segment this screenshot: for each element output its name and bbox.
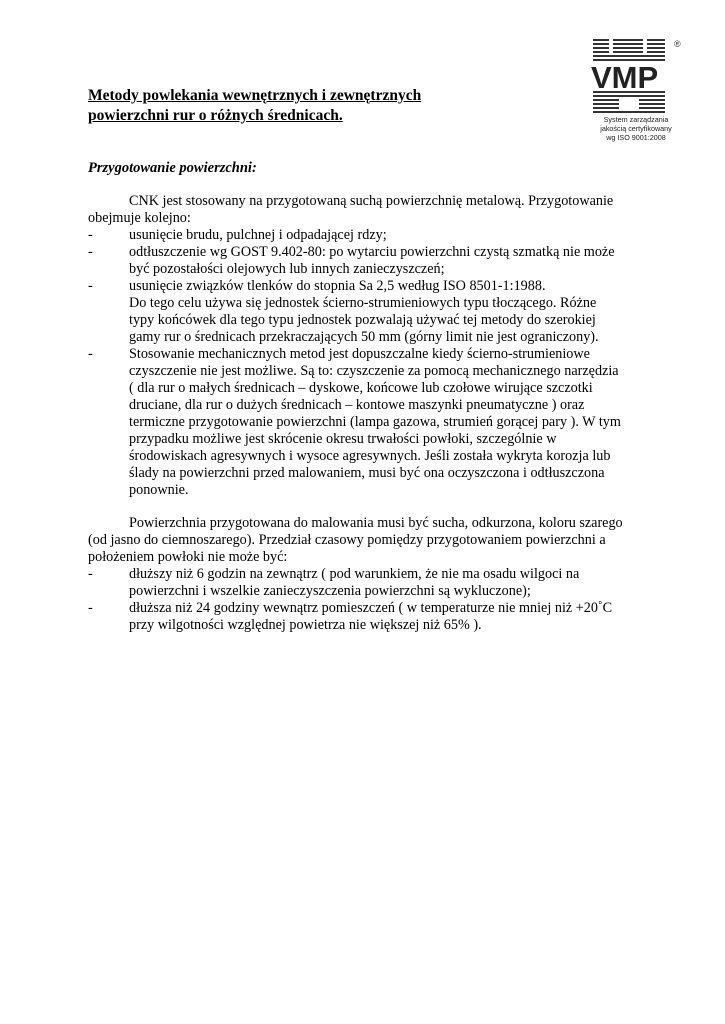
list-item: dłuższy niż 6 godzin na zewnątrz ( pod warunkiem, że nie ma osadu wilgoci na <box>129 566 580 582</box>
registered-mark: ® <box>674 39 681 49</box>
title-line: Metody powlekania wewnętrznych i zewnętrznych <box>88 87 422 104</box>
paragraph-line: (od jasno do ciemnoszarego). Przedział czasowy pomiędzy przygotowaniem powierzchni a <box>88 532 606 548</box>
list-item-continuation: typy końcówek dla tego typu jednostek pozwalają używać tej metody do szerokiej <box>129 312 596 328</box>
paragraph-line: CNK jest stosowany na przygotowaną suchą powierzchnię metalową. Przygotowanie <box>129 193 614 209</box>
list-item-continuation: być pozostałości olejowych lub innych zanieczyszczeń; <box>129 261 445 277</box>
list-dash: - <box>88 278 93 294</box>
list-item-continuation: ponownie. <box>129 482 189 498</box>
paragraph-line: obejmuje kolejno: <box>88 210 191 226</box>
list-item-continuation: druciane, dla rur o dużych średnicach – kontowe maszynki pneumatyczne ) oraz <box>129 397 585 413</box>
list-dash: - <box>88 600 93 616</box>
title-line: powierzchni rur o różnych średnicach. <box>88 107 343 124</box>
list-item: usunięcie związków tlenków do stopnia Sa 2,5 według ISO 8501-1:1988. <box>129 278 546 294</box>
paragraph-line: Powierzchnia przygotowana do malowania musi być sucha, odkurzona, koloru szarego <box>129 515 623 531</box>
list-item: usunięcie brudu, pulchnej i odpadającej rdzy; <box>129 227 387 243</box>
list-item-continuation: termiczne przygotowanie powierzchni (lampa gazowa, strumień gorącej pary ). W tym <box>129 414 621 430</box>
list-item-continuation: Do tego celu używa się jednostek ścierno-strumieniowych typu tłoczącego. Różne <box>129 295 597 311</box>
page-title <box>88 86 608 126</box>
section-heading: Przygotowanie powierzchni: <box>88 160 257 176</box>
list-item-continuation: czyszczenie nie jest możliwe. Są to: czyszczenie za pomocą mechanicznego narzędzia <box>129 363 619 379</box>
list-item: dłuższa niż 24 godziny wewnątrz pomieszczeń ( w temperaturze nie mniej niż +20˚C <box>129 600 613 616</box>
list-item-continuation: ślady na powierzchni przed malowaniem, musi być ona oczyszczona i odtłuszczona <box>129 465 605 481</box>
paragraph-line: położeniem powłoki nie może być: <box>88 549 288 565</box>
list-dash: - <box>88 227 93 243</box>
list-item-continuation: ( dla rur o małych średnicach – dyskowe, końcowe lub czołowe wirujące szczotki <box>129 380 593 396</box>
logo-caption-line: System zarządzania <box>603 115 669 124</box>
list-item: odtłuszczenie wg GOST 9.402-80: po wytarciu powierzchni czystą szmatką nie może <box>129 244 615 260</box>
list-item-continuation: gamy rur o średnicach przekraczających 50 mm (górny limit nie jest ograniczony). <box>129 329 599 345</box>
list-dash: - <box>88 244 93 260</box>
logo-brand: VMP <box>591 60 659 95</box>
list-item-continuation: przy wilgotności względnej powietrza nie większej niż 65% ). <box>129 617 482 633</box>
list-item-continuation: powierzchni i wszelkie zanieczyszczenia powierzchni są wykluczone); <box>129 583 531 599</box>
logo-caption-line: wg ISO 9001:2008 <box>606 133 666 142</box>
list-item-continuation: środowiskach agresywnych i wysoce agresywnych. Jeśli została wykryta korozja lub <box>129 448 611 464</box>
list-item-continuation: przypadku możliwe jest skrócenie okresu trwałości powłoki, szczególnie w <box>129 431 557 447</box>
list-dash: - <box>88 566 93 582</box>
logo-caption-line: jakością certyfikowany <box>600 124 672 133</box>
list-dash: - <box>88 346 93 362</box>
list-item: Stosowanie mechanicznych metod jest dopuszczalne kiedy ścierno-strumieniowe <box>129 346 590 362</box>
